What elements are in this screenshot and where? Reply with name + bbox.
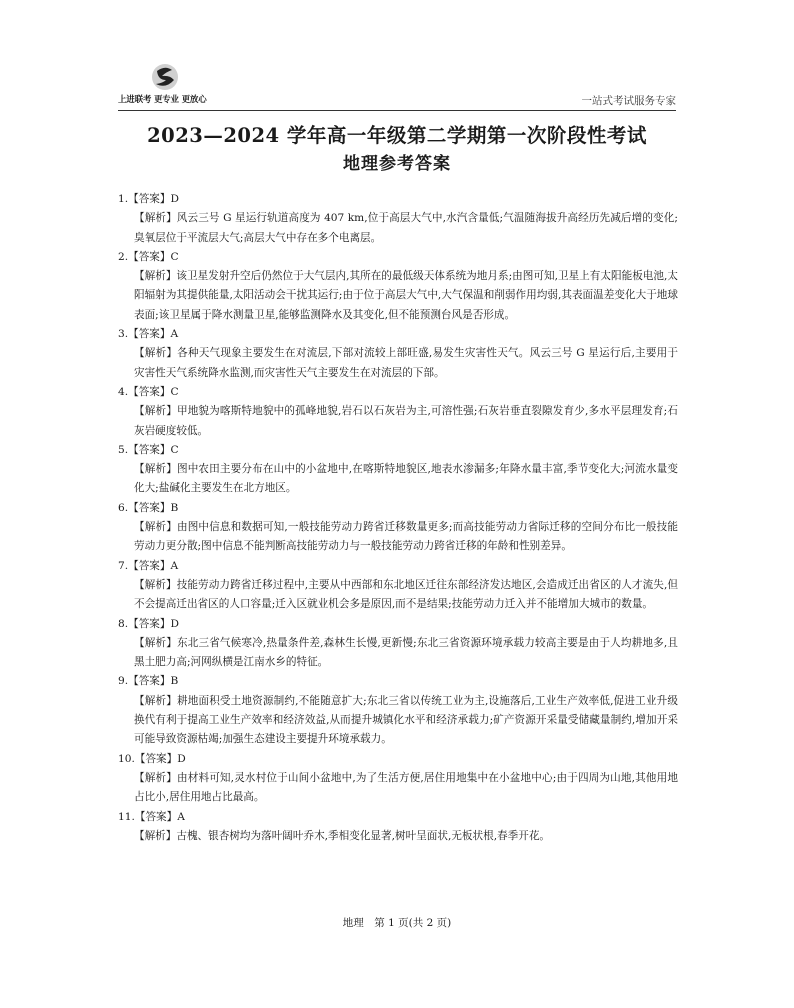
answer-text: 【答案】D [128,193,179,205]
answer-text: 【答案】C [128,250,179,263]
answer-text: 【答案】C [128,385,179,398]
question-item [118,672,678,749]
question-number: 4. [118,385,129,398]
page-subtitle: 地理参考答案 [343,154,451,174]
explanation-text: 【解析】风云三号 G 星运行轨道高度为 407 km,位于高层大气中,水汽含量低;气温随海拔升高经历先减后增的变化;臭氧层位于平流层大气;高层大气中存在多个电离层。 [134,212,678,244]
answer-line [118,808,678,827]
question-item [118,325,678,383]
question-number: 6. [118,501,129,514]
answer-text: 【答案】B [128,501,179,514]
question-number: 9. [118,675,129,688]
question-item [118,441,678,499]
answer-line [118,557,678,576]
answer-list [118,190,678,846]
answer-line [118,750,678,769]
explanation-text: 【解析】东北三省气候寒冷,热量条件差,森林生长慢,更新慢;东北三省资源环境承载力较高主要是由于人均耕地多,且黑土肥力高;河网纵横是江南水乡的特征。 [134,636,678,669]
answer-line [118,190,678,209]
answer-line [118,325,678,344]
explanation-text: 【解析】古槐、银杏树均为落叶阔叶乔木,季相变化显著,树叶呈面状,无板状根,春季开花。 [134,829,551,842]
explanation-text: 【解析】由图中信息和数据可知,一般技能劳动力跨省迁移数量更多;而高技能劳动力省际迁移的空间分布比一般技能劳动力更分散;图中信息不能判断高技能劳动力与一般技能劳动力跨省迁移的年龄和性别差异。 [134,521,678,553]
page-footer: 地理 第 1 页(共 2 页) [342,917,452,929]
question-number: 5. [118,443,129,456]
logo [118,62,214,108]
answer-text: 【答案】A [128,328,179,341]
question-item [118,248,678,325]
answer-text: 【答案】A [128,559,179,572]
answer-line [118,383,678,402]
question-number: 7. [118,559,129,572]
explanation-text: 【解析】各种天气现象主要发生在对流层,下部对流较上部旺盛,易发生灾害性天气。风云三号 G 星运行后,主要用于灾害性天气系统降水监测,而灾害性天气主要发生在对流层的下部。 [134,347,678,379]
explanation-text: 【解析】该卫星发射升空后仍然位于大气层内,其所在的最低级天体系统为地月系;由图可知,卫星上有太阳能板电池,太阳辐射为其提供能量,太阳活动会干扰其运行;由于位于高层大气中,大气保温和削弱作用均弱,其表面温差变化大于地球表面;该卫星属于降水测量卫星,能够监测降水及其变化,但不能预测台风是否形成。 [134,270,678,321]
explanation-text: 【解析】技能劳动力跨省迁移过程中,主要从中西部和东北地区迁往东部经济发达地区,会造成迁出省区的人才流失,但不会提高迁出省区的人口容量;迁入区就业机会多是原因,而不是结果;技能劳动力迁入并不能增加大城市的数量。 [134,578,678,611]
answer-line [118,672,678,691]
question-number: 1. [118,193,129,205]
header-slogan: 一站式考试服务专家 [581,95,676,107]
answer-text: 【答案】B [128,675,179,688]
question-number: 3. [118,328,129,341]
answer-text: 【答案】D [134,752,186,765]
question-item [118,383,678,441]
explanation-text: 【解析】由材料可知,灵水村位于山间小盆地中,为了生活方便,居住用地集中在小盆地中心;由于四周为山地,其他用地占比小,居住用地占比最高。 [134,771,678,804]
question-item [118,750,678,808]
answer-text: 【答案】A [134,810,185,823]
page-header [118,62,676,111]
answer-text: 【答案】C [128,443,179,456]
question-item [118,190,678,248]
logo-text: 上进联考 更专业 更放心 [118,95,207,105]
answer-line [118,248,678,267]
question-item [118,499,678,557]
question-number: 2. [118,250,129,263]
page-title: 2023—2024 学年高一年级第二学期第一次阶段性考试 [147,124,647,147]
question-number: 10. [118,752,135,765]
explanation-text: 【解析】耕地面积受土地资源制约,不能随意扩大;东北三省以传统工业为主,设施落后,工业生产效率低,促进工业升级换代有利于提高工业生产效率和经济效益,从而提升城镇化水平和经济承载力;矿产资源开采量受储藏量制约,增加开采可能导致资源枯竭;加强生态建设主要提升环境承载力。 [134,694,678,746]
question-number: 11. [118,810,135,823]
answer-text: 【答案】D [128,617,179,630]
question-item [118,615,678,673]
logo-icon [148,62,182,92]
answer-line [118,441,678,460]
explanation-text: 【解析】图中农田主要分布在山中的小盆地中,在喀斯特地貌区,地表水渗漏多;年降水量丰富,季节变化大;河流水量变化大;盐碱化主要发生在北方地区。 [134,463,678,495]
explanation-text: 【解析】甲地貌为喀斯特地貌中的孤峰地貌,岩石以石灰岩为主,可溶性强;石灰岩垂直裂隙发育少,多水平层理发育;石灰岩硬度较低。 [134,405,678,437]
question-number: 8. [118,617,129,630]
answer-line [118,499,678,518]
question-item [118,808,678,847]
question-item [118,557,678,615]
answer-line [118,615,678,634]
